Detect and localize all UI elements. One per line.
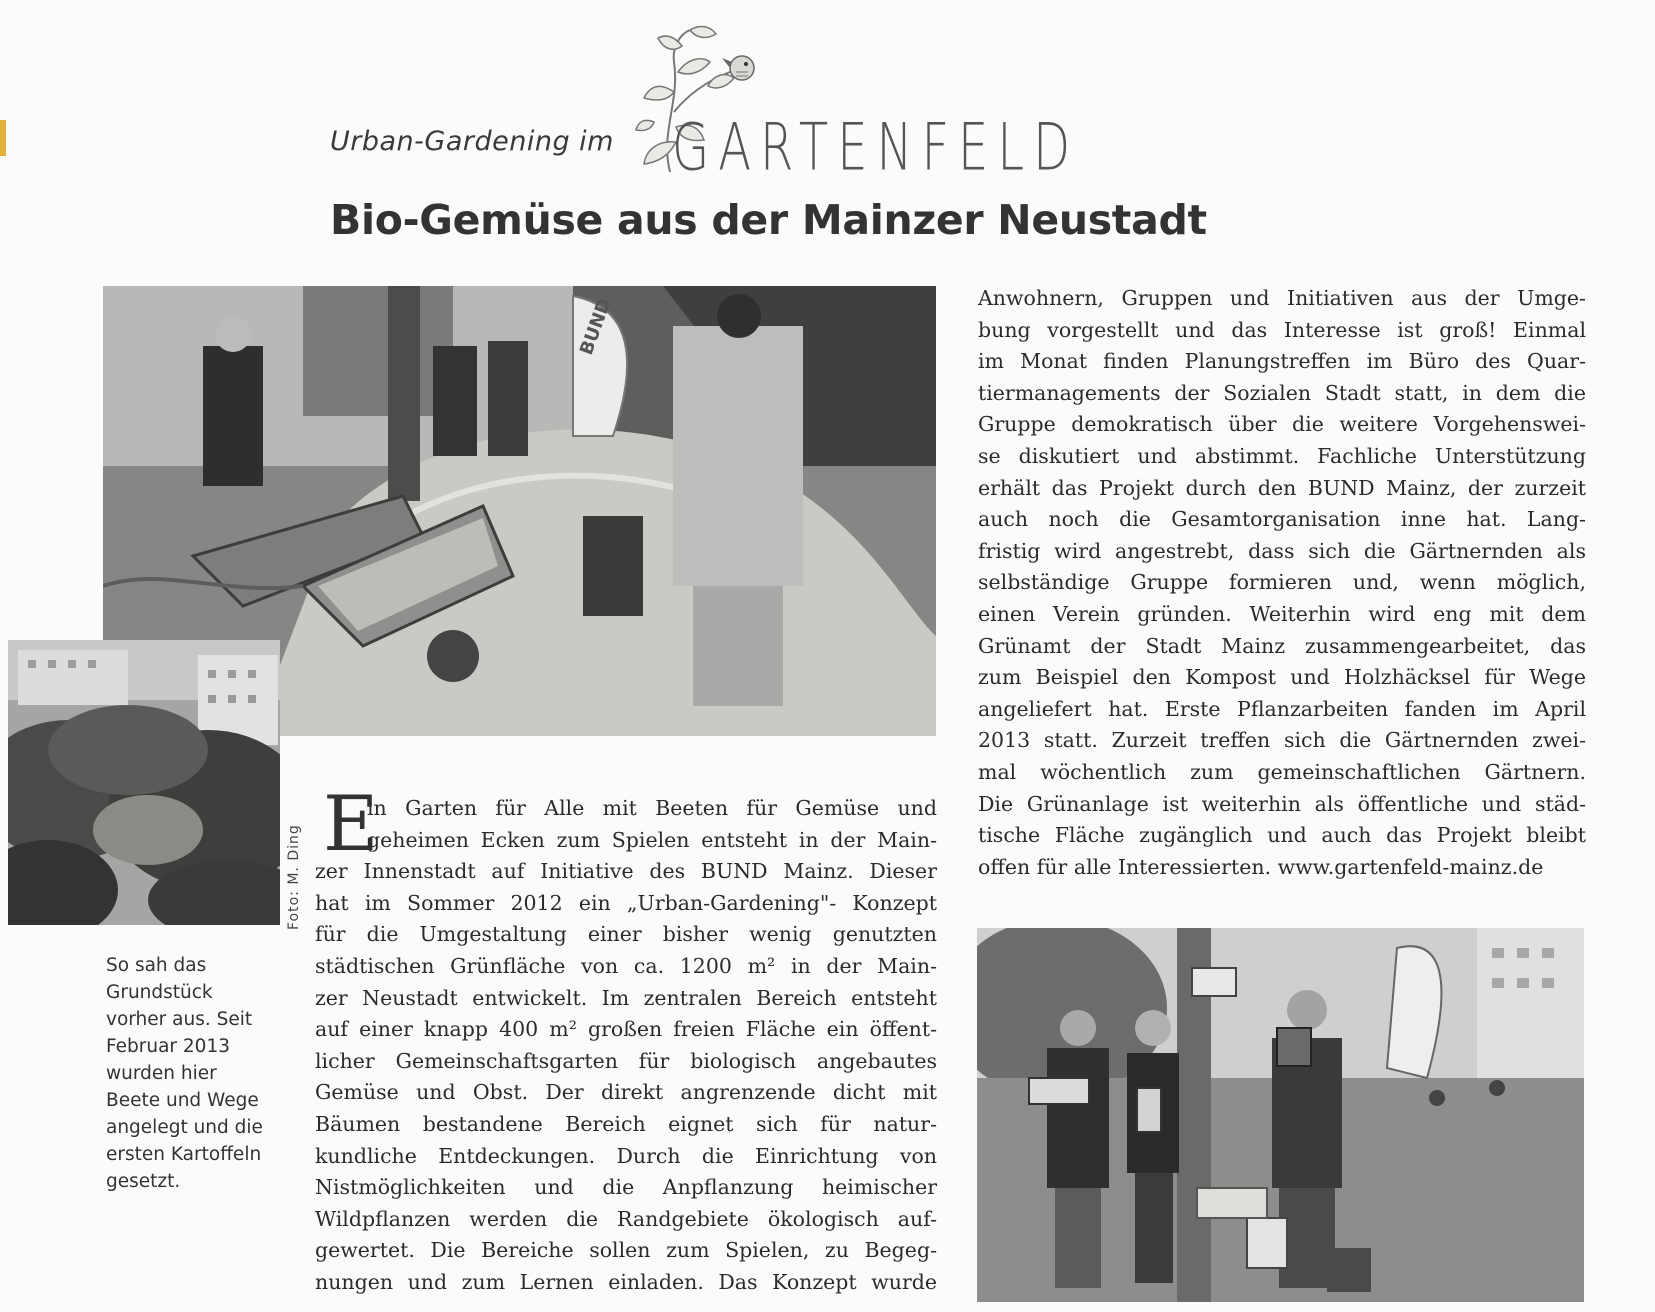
text-line: Die Grünanlage ist weiterhin als öffentliche und städ- [978, 791, 1586, 816]
kicker-text: Urban-Gardening im [330, 126, 614, 157]
text-line: fristig wird angestrebt, dass sich die Gärtnernden als [978, 538, 1586, 563]
text-line: bung vorgestellt und das Interesse ist groß! Einmal [978, 317, 1586, 342]
text-line: Gruppe demokratisch über die weitere Vorgehenswei- [978, 412, 1586, 437]
text-line: angeliefert hat. Erste Pflanzarbeiten fanden im April [978, 696, 1586, 721]
article-column-left [315, 793, 937, 1299]
page-edge-mark [0, 120, 6, 156]
text-line: für die Umgestaltung einer bisher wenig genutzten [315, 922, 937, 947]
text-line: nungen und zum Lernen einladen. Das Konzept wurde [315, 1269, 937, 1294]
text-line: städtischen Grünfläche von ca. 1200 m² in der Main- [315, 953, 937, 978]
text-line: Grünamt der Stadt Mainz zusammengearbeitet, das [978, 633, 1586, 658]
text-line: tische Fläche zugänglich und auch das Projekt bleibt [978, 823, 1586, 848]
text-line: hat im Sommer 2012 ein „Urban-Gardening"- Konzept [315, 890, 937, 915]
text-line: auch noch die Gesamtorganisation inne hat. Lang- [978, 507, 1586, 532]
text-line: Anwohnern, Gruppen und Initiativen aus der Umge- [978, 286, 1586, 310]
text-line: einen Verein gründen. Weiterhin wird eng mit dem [978, 601, 1586, 626]
photo-caption: So sah das Grundstück vorher aus. Seit Februar 2013 wurden hier Beete und Wege angelegt und die ersten Kartoffeln gesetzt. [106, 955, 263, 1192]
text-line: in Garten für Alle mit Beeten für Gemüse und [367, 796, 937, 820]
text-line: Nistmöglichkeiten und die Anpflanzung heimischer [315, 1175, 937, 1200]
text-line: mal wöchentlich zum gemeinschaftlichen Gärtnern. [978, 759, 1586, 784]
text-line: geheimen Ecken zum Spielen entsteht in der Main- [367, 827, 937, 852]
text-line: se diskutiert und abstimmt. Fachliche Unterstützung [978, 443, 1586, 468]
logo-wordmark: GARTENFELD [672, 110, 1080, 186]
text-line: Bäumen bestandene Bereich eignet sich für natur- [315, 1111, 937, 1136]
text-line: licher Gemeinschaftsgarten für biologisch angebautes [315, 1048, 937, 1073]
photo-credit: Foto: M. Ding [286, 824, 302, 930]
text-line: auf einer knapp 400 m² großen freien Fläche ein öffent- [315, 1017, 937, 1042]
page-title: Bio-Gemüse aus der Mainzer Neustadt [330, 196, 1207, 244]
text-line: erhält das Projekt durch den BUND Mainz, der zurzeit [978, 475, 1586, 500]
text-line: zer Innenstadt auf Initiative des BUND Mainz. Dieser [315, 859, 937, 884]
drop-cap: E [323, 779, 379, 868]
text-line: 2013 statt. Zurzeit treffen sich die Gärtnernden zwei- [978, 728, 1586, 753]
text-line: gewertet. Die Bereiche sollen zum Spielen, zu Begeg- [315, 1238, 937, 1263]
text-line: im Monat finden Planungstreffen im Büro des Quar- [978, 349, 1586, 374]
text-line: zer Neustadt entwickelt. Im zentralen Bereich entsteht [315, 985, 937, 1010]
text-line: tiermanagements der Sozialen Stadt statt, in dem die [978, 380, 1586, 405]
text-line: selbständige Gruppe formieren und, wenn möglich, [978, 570, 1586, 595]
banner-label: BUND [575, 295, 616, 358]
text-line: kundliche Entdeckungen. Durch die Einrichtung von [315, 1143, 937, 1168]
text-line: zum Beispiel den Kompost und Holzhäcksel für Wege [978, 665, 1586, 690]
text-line: Wildpflanzen werden die Randgebiete ökologisch auf- [315, 1206, 937, 1231]
text-line: Gemüse und Obst. Der direkt angrenzende dicht mit [315, 1080, 937, 1105]
photo-team [977, 928, 1584, 1302]
photo-before [8, 640, 280, 925]
text-line-url: offen für alle Interessierten. www.gartenfeld-mainz.de [978, 854, 1544, 879]
article-column-right [978, 283, 1586, 883]
